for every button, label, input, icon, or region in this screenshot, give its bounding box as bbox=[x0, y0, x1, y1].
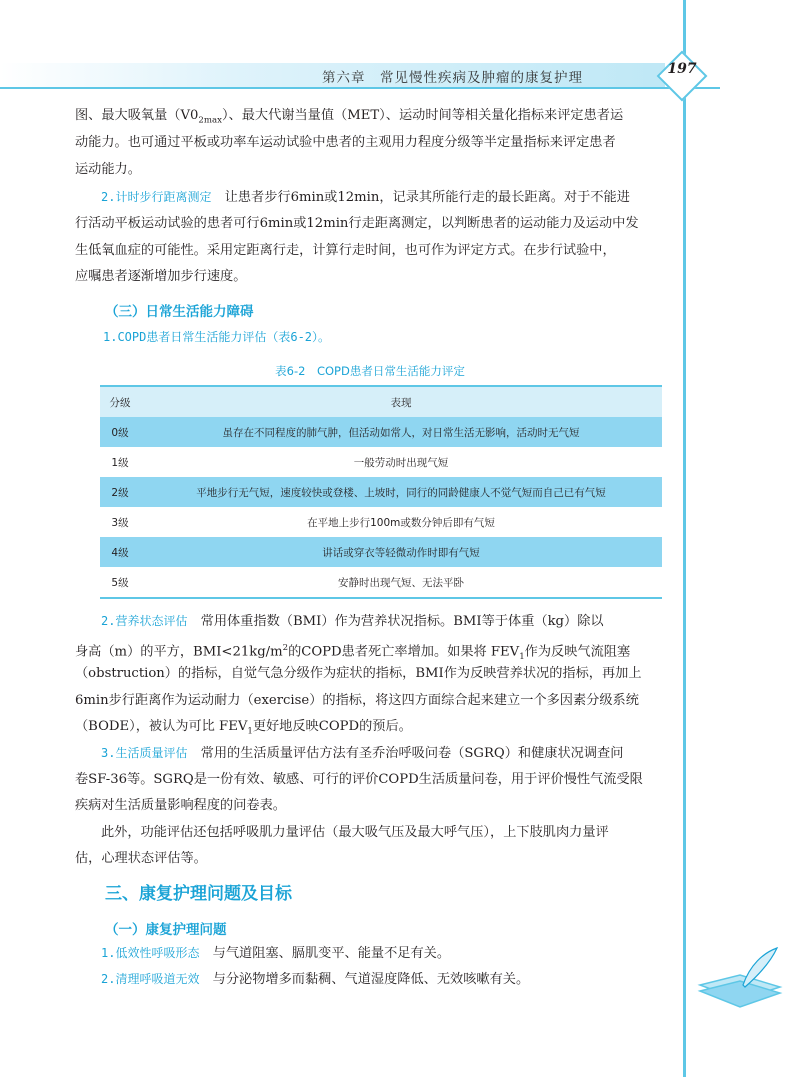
paragraph-line: 运动能力。 bbox=[75, 162, 141, 177]
description-cell: 虽存在不同程度的肺气肿，但活动如常人，对日常生活无影响，活动时无气短 bbox=[222, 426, 580, 439]
header-grade: 分级 bbox=[109, 396, 131, 409]
grade-cell: 3级 bbox=[111, 516, 129, 529]
section-heading: （一）康复护理问题 bbox=[105, 922, 227, 938]
main-section-heading: 三、康复护理问题及目标 bbox=[105, 884, 292, 904]
description-cell: 在平地上步行100m或数分钟后即有气短 bbox=[307, 516, 495, 529]
item-lead: 3.生活质量评估 bbox=[101, 746, 188, 760]
item-heading: 1.COPD患者日常生活能力评估（表6-2）。 bbox=[103, 330, 331, 344]
header-description: 表现 bbox=[390, 396, 412, 409]
book-quill-icon bbox=[695, 945, 785, 1015]
paragraph-line: 行活动平板运动试验的患者可行6min或12min行走距离测定，以判断患者的运动能力及运动中发 bbox=[75, 216, 639, 231]
paragraph-line: 1.低效性呼吸形态 与气道阻塞、膈肌变平、能量不足有关。 bbox=[101, 946, 451, 961]
paragraph-line: 估，心理状态评估等。 bbox=[75, 851, 207, 866]
table-row bbox=[100, 507, 662, 537]
page-number: 197 bbox=[667, 61, 697, 77]
table-row bbox=[100, 477, 662, 507]
header-rule bbox=[0, 87, 720, 89]
table-row bbox=[100, 417, 662, 447]
paragraph-line: 生低氧血症的可能性。采用定距离行走，计算行走时间，也可作为评定方式。在步行试验中， bbox=[75, 243, 616, 258]
paragraph-line: 6min步行距离作为运动耐力（exercise）的指标，将这四方面综合起来建立一个多因素分级系统 bbox=[75, 693, 639, 708]
paragraph-line: 疾病对生活质量影响程度的问卷表。 bbox=[75, 798, 286, 813]
grade-cell: 5级 bbox=[111, 576, 129, 589]
grade-cell: 1级 bbox=[111, 456, 129, 469]
right-margin-bar bbox=[683, 0, 686, 1077]
paragraph-line: 2.清理呼吸道无效 与分泌物增多而黏稠、气道湿度降低、无效咳嗽有关。 bbox=[101, 972, 530, 987]
paragraph-line: 身高（m）的平方，$BMI<21kg/m^2$的COPD患者死亡率增加。如果将 $FEV_1$作为反映气流阻塞 bbox=[75, 643, 631, 663]
item-lead: 1.低效性呼吸形态 bbox=[101, 946, 200, 960]
running-header bbox=[0, 55, 793, 95]
paragraph-line: 2.计时步行距离测定 让患者步行6min或12min，记录其所能行走的最长距离。对于不能进 bbox=[101, 190, 630, 205]
chapter-title: 第六章 常见慢性疾病及肿瘤的康复护理 bbox=[322, 70, 583, 86]
paragraph-line: （BODE），被认为可比 $FEV_1$更好地反映COPD的预后。 bbox=[75, 719, 412, 737]
paragraph-line: （obstruction）的指标，自觉气急分级作为症状的指标，BMI作为反映营养状况的指标，再加上 bbox=[75, 666, 642, 681]
paragraph-line: 2.营养状态评估 常用体重指数（BMI）作为营养状况指标。BMI等于体重（kg）除以 bbox=[101, 614, 604, 629]
table-header-row bbox=[100, 385, 662, 417]
description-cell: 平地步行无气短，速度较快或登楼、上坡时，同行的同龄健康人不觉气短而自己已有气短 bbox=[196, 486, 606, 499]
paragraph-line: 图、最大吸氧量$(V0_{2max})$、最大代谢当量值（MET）、运动时间等相关量化指标来评定患者运 bbox=[75, 108, 624, 126]
grade-cell: 2级 bbox=[111, 486, 129, 499]
description-cell: 讲话或穿衣等轻微动作时即有气短 bbox=[322, 546, 480, 559]
paragraph-line: 动能力。也可通过平板或功率车运动试验中患者的主观用力程度分级等半定量指标来评定患者 bbox=[75, 135, 616, 150]
section-heading: （三）日常生活能力障碍 bbox=[105, 304, 254, 320]
paragraph-line: 卷SF-36等。SGRQ是一份有效、敏感、可行的评价COPD生活质量问卷，用于评价慢性气流受限 bbox=[75, 772, 643, 787]
adl-table bbox=[100, 385, 662, 599]
table-row bbox=[100, 447, 662, 477]
paragraph-line: 此外，功能评估还包括呼吸肌力量评估（最大吸气压及最大呼气压），上下肢肌肉力量评 bbox=[101, 825, 609, 840]
table-row bbox=[100, 537, 662, 567]
table-row bbox=[100, 567, 662, 599]
item-lead: 2.营养状态评估 bbox=[101, 614, 188, 628]
description-cell: 一般劳动时出现气短 bbox=[353, 456, 449, 469]
table-caption: 表6-2 COPD患者日常生活能力评定 bbox=[275, 364, 465, 378]
paragraph-line: 应嘱患者逐渐增加步行速度。 bbox=[75, 269, 247, 284]
item-lead: 2.计时步行距离测定 bbox=[101, 190, 212, 204]
grade-cell: 4级 bbox=[111, 546, 129, 559]
description-cell: 安静时出现气短、无法平卧 bbox=[338, 576, 464, 589]
item-lead: 2.清理呼吸道无效 bbox=[101, 972, 200, 986]
grade-cell: 0级 bbox=[111, 426, 129, 439]
paragraph-line: 3.生活质量评估 常用的生活质量评估方法有圣乔治呼吸问卷（SGRQ）和健康状况调查问 bbox=[101, 746, 624, 761]
